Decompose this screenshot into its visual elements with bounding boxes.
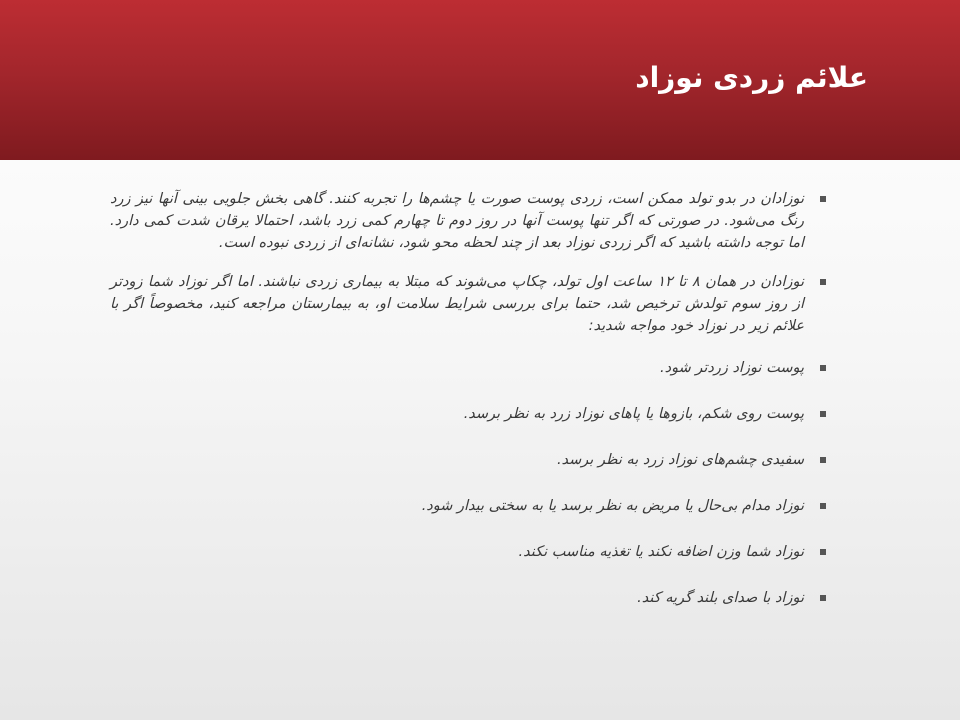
bullet-item-poor-weight-feeding: نوزاد شما وزن اضافه نکند یا تغذیه مناسب نکند. [110,537,828,567]
bullet-item-jaundice-appearance: نوزادان در بدو تولد ممکن است، زردی پوست صورت یا چشم‌ها را تجربه کنند. گاهی بخش جلویی بینی آنها نیز زرد رنگ می‌شود. در صورتی که اگر تنها پوست آنها در روز دوم تا چهارم کمی زرد باشد، احتمالا یرقان شدت کمی دارد. اما توجه داشته باشید که اگر زردی نوزاد بعد از چند لحظه محو شود، نشانه‌ای از زردی نبوده است. [110,188,828,254]
bullet-item-skin-more-yellow: پوست نوزاد زردتر شود. [110,353,828,383]
bullet-item-lethargic-sick: نوزاد مدام بی‌حال یا مریض به نظر برسد یا به سختی بیدار شود. [110,491,828,521]
bullet-item-eye-whites-yellow: سفیدی چشم‌های نوزاد زرد به نظر برسد. [110,445,828,475]
bullet-item-early-discharge-warning: نوزادان در همان ۸ تا ۱۲ ساعت اول تولد، چکاپ می‌شوند که مبتلا به بیماری زردی نباشند. اما اگر نوزاد شما زودتر از روز سوم تولدش ترخیص شد، حتما برای بررسی شرایط سلامت او، به بیمارستان مراجعه کنید، مخصوصاً اگر با علائم زیر در نوزاد خود مواجه شدید: [110,271,828,337]
bullet-item-belly-arms-legs-yellow: پوست روی شکم، بازوها یا پاهای نوزاد زرد به نظر برسد. [110,399,828,429]
slide-content [110,188,828,708]
bullet-item-loud-crying: نوزاد با صدای بلند گریه کند. [110,583,828,613]
bullet-list [110,188,828,613]
slide-title: علائم زردی نوزاد [635,61,868,94]
